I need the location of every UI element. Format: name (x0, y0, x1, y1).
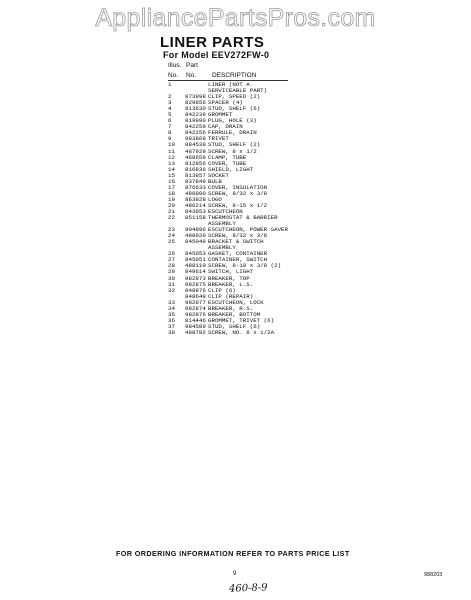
page-number: 9 (233, 571, 237, 577)
part-number: 813630 (185, 105, 206, 113)
part-number: 488920 (185, 232, 206, 240)
part-description: CLAMP, TUBE (208, 153, 247, 161)
part-description: GROMMET (208, 111, 233, 119)
illus-number: 4 (168, 105, 172, 113)
header-part: Part (186, 62, 198, 69)
part-number: 984589 (185, 322, 206, 330)
part-number: 812856 (185, 159, 206, 167)
part-number: 982877 (185, 298, 206, 306)
part-description: PLUG, HOLE (3) (208, 117, 257, 125)
part-description: ESCUTCHEON, POWER SAVER (208, 226, 289, 234)
part-description: STUD, SHELF (6) (208, 322, 261, 330)
part-description: CLIP (REPAIR) (208, 292, 254, 300)
illus-number: 36 (168, 316, 175, 324)
part-number: 982875 (185, 280, 206, 288)
part-number: 842256 (185, 129, 206, 137)
illus-number: 13 (168, 159, 175, 167)
part-number: 848649 (185, 292, 206, 300)
illus-number: 34 (168, 304, 175, 312)
part-number: 845051 (185, 256, 206, 264)
part-description: BREAKER, L.S. (208, 280, 254, 288)
part-description: CLIP, SPEED (2) (208, 93, 261, 101)
part-description: STUD, SHELF (6) (208, 105, 261, 113)
part-description: BREAKER, TOP (208, 274, 250, 282)
illus-number: 22 (168, 214, 175, 222)
part-number: 863928 (185, 195, 206, 203)
illus-number: 7 (168, 123, 172, 131)
part-number: 814446 (185, 316, 206, 324)
part-description: SOCKET (208, 171, 229, 179)
part-description: SHIELD, LIGHT (208, 165, 254, 173)
part-number: 848876 (185, 286, 206, 294)
part-description: BREAKER, R.S. (208, 304, 254, 312)
illus-number: 19 (168, 195, 175, 203)
illus-number: 18 (168, 189, 175, 197)
illus-number: 24 (168, 232, 175, 240)
illus-number: 5 (168, 111, 172, 119)
illus-number: 38 (168, 328, 175, 336)
part-number: 487929 (185, 147, 206, 155)
illus-number: 14 (168, 165, 175, 173)
part-number: 842259 (185, 123, 206, 131)
part-description: BRACKET & SWITCH (208, 238, 264, 246)
part-description: FERRULE, DRAIN (208, 129, 257, 137)
part-description: SCREW, NO. 8 x 1/2A (208, 328, 275, 336)
part-description: ESCUTCHEON (208, 207, 243, 215)
part-number: 983868 (185, 135, 206, 143)
part-number: 813857 (185, 171, 206, 179)
part-description: COVER, TUBE (208, 159, 247, 167)
part-number: 873998 (185, 93, 206, 101)
part-number: 843953 (185, 207, 206, 215)
watermark: AppliancePartsPros.com (95, 4, 376, 32)
part-number: 849614 (185, 268, 206, 276)
illus-number: 28 (168, 262, 175, 270)
part-number: 488110 (185, 262, 206, 270)
part-number: 468658 (185, 153, 206, 161)
part-description: LINER (NOT A (208, 81, 250, 88)
part-description: SCREW, 8-15 x 1/2 (208, 201, 268, 209)
part-number: 816836 (185, 165, 206, 173)
illus-number: 9 (168, 135, 172, 143)
parts-list (168, 82, 348, 336)
part-description: CLIP (6) (208, 286, 236, 294)
illus-number: 23 (168, 226, 175, 234)
illus-number: 20 (168, 201, 175, 209)
part-description: GROMMET, TRIVET (6) (208, 316, 275, 324)
illus-number: 29 (168, 268, 175, 276)
part-number: 851158 (185, 214, 206, 222)
illus-number: 16 (168, 177, 175, 185)
illus-number: 21 (168, 207, 175, 215)
handwritten-note: 460-8-9 (228, 582, 268, 595)
part-description: SCREW, 8/32 x 3/8 (208, 232, 268, 240)
part-description: COVER, INSULATION (208, 183, 268, 191)
illus-number: 32 (168, 286, 175, 294)
part-description: BREAKER, BOTTOM (208, 310, 261, 318)
illus-number: 26 (168, 250, 175, 258)
part-number: 904896 (185, 226, 206, 234)
illus-number: 1 (168, 81, 172, 88)
part-description: TRIVET (208, 135, 229, 143)
illus-number: 25 (168, 238, 175, 246)
part-description: BULB (208, 177, 222, 185)
part-description: ASSEMBLY (208, 244, 236, 252)
part-number: 876633 (185, 183, 206, 191)
part-description: CAP, DRAIN (208, 123, 243, 131)
part-number: 837849 (185, 177, 206, 185)
part-number: 982873 (185, 274, 206, 282)
part-description: SCREW, 8 x 1/2 (208, 147, 257, 155)
part-description: SCREW, 8/32 x 3/8 (208, 189, 268, 197)
part-number: 884538 (185, 141, 206, 149)
document-code: 988203 (424, 572, 443, 578)
ordering-info: FOR ORDERING INFORMATION REFER TO PARTS PRICE LIST (116, 549, 350, 558)
part-number: 829856 (185, 99, 206, 107)
part-description: SWITCH, LIGHT (208, 268, 254, 276)
part-number: 486214 (185, 201, 206, 209)
part-number: 488782 (185, 328, 206, 336)
part-number: 842239 (185, 111, 206, 119)
header-illus: Illus. (168, 62, 182, 69)
illus-number: 6 (168, 117, 172, 125)
part-number: 845053 (185, 250, 206, 258)
header-no-illus: No. (168, 72, 179, 79)
part-description: GASKET, CONTAINER (208, 250, 268, 258)
page-title: LINER PARTS (160, 34, 265, 51)
illus-number: 10 (168, 141, 175, 149)
illus-number: 12 (168, 153, 175, 161)
model-subtitle: For Model EEV272FW-0 (163, 50, 270, 60)
part-description: SPACER (4) (208, 99, 243, 107)
illus-number: 35 (168, 310, 175, 318)
part-description: CONTAINER, SWITCH (208, 256, 268, 264)
illus-number: 11 (168, 147, 175, 155)
part-number: 819990 (185, 117, 206, 125)
illus-number: 31 (168, 280, 175, 288)
illus-number: 30 (168, 274, 175, 282)
part-description: LOGO (208, 195, 222, 203)
illus-number: 15 (168, 171, 175, 179)
illus-number: 2 (168, 93, 172, 101)
illus-number: 17 (168, 183, 175, 191)
parts-row (168, 330, 348, 336)
illus-number: 37 (168, 322, 175, 330)
illus-number: 3 (168, 99, 172, 107)
part-description: ASSEMBLY (208, 220, 236, 228)
part-description: THERMOSTAT & BARRIER (208, 214, 278, 222)
part-number: 982876 (185, 310, 206, 318)
part-description: SCREW, 8-18 x 3/8 (2) (208, 262, 282, 270)
header-no-part: No. (186, 72, 197, 79)
part-number: 488900 (185, 189, 206, 197)
illus-number: 27 (168, 256, 175, 264)
part-number: 982874 (185, 304, 206, 312)
part-number: 845049 (185, 238, 206, 246)
part-description: STUD, SHELF (2) (208, 141, 261, 149)
illus-number: 33 (168, 298, 175, 306)
part-description: ESCUTCHEON, LOCK (208, 298, 264, 306)
header-description: DESCRIPTION (212, 72, 257, 79)
illus-number: 8 (168, 129, 172, 137)
part-description: SERVICEABLE PART) (208, 87, 268, 95)
